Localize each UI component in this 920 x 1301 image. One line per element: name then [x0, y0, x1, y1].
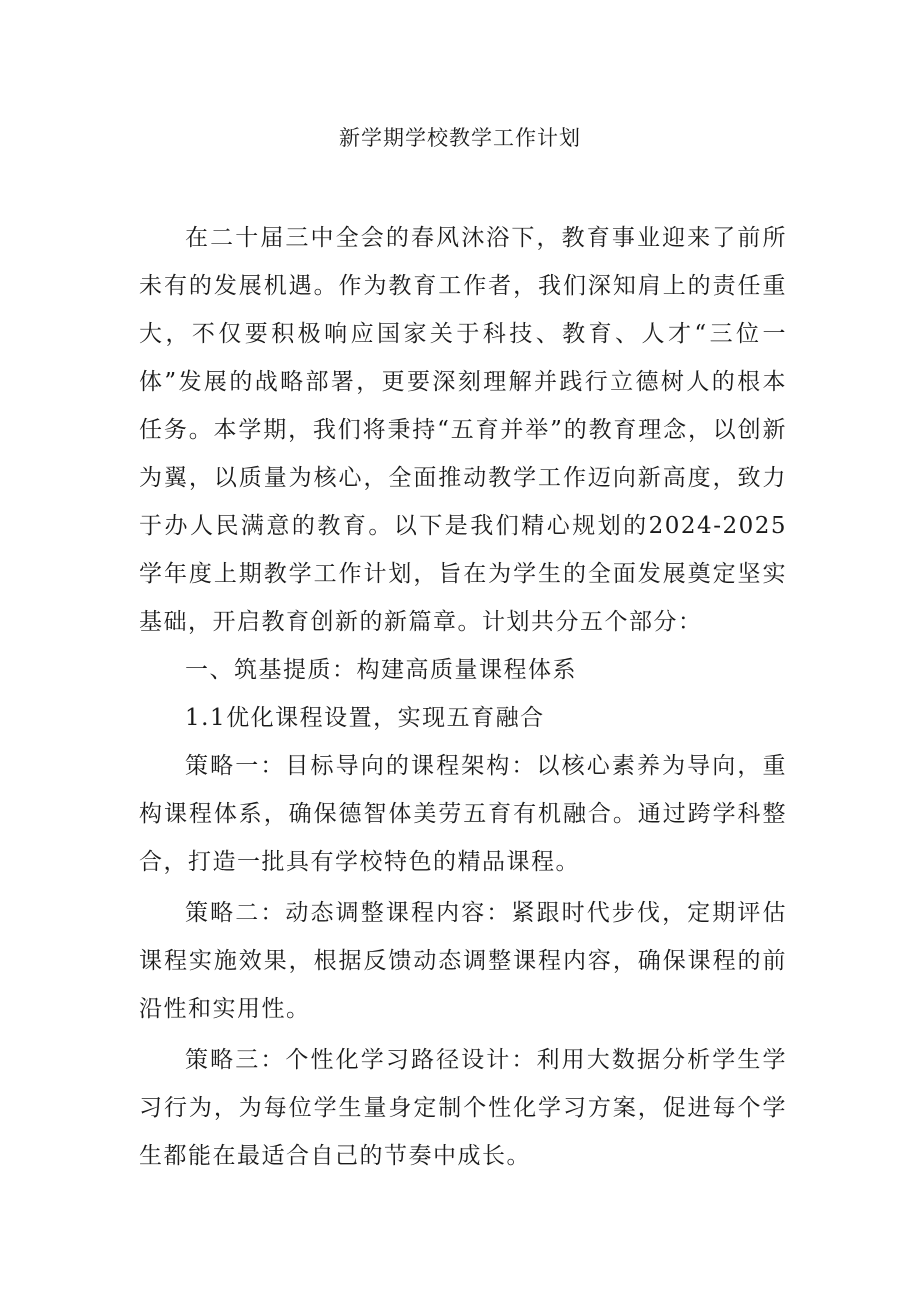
strategy-three-paragraph: 策略三：个性化学习路径设计：利用大数据分析学生学习行为，为每位学生量身定制个性化学习方案，促进每个学生都能在最适合自己的节奏中成长。	[139, 1047, 787, 1169]
strategy-two-paragraph: 策略二：动态调整课程内容：紧跟时代步伐，定期评估课程实施效果，根据反馈动态调整课程内容，确保课程的前沿性和实用性。	[139, 900, 787, 1022]
intro-paragraph: 在二十届三中全会的春风沐浴下，教育事业迎来了前所未有的发展机遇。作为教育工作者，我们深知肩上的责任重大，不仅要积极响应国家关于科技、教育、人才“三位一体”发展的战略部署，更要深刻理解并践行立德树人的根本任务。本学期，我们将秉持“五育并举”的教育理念，以创新为翼，以质量为核心，全面推动教学工作迈向新高度，致力于办人民满意的教育。以下是我们精心规划的2024-2025学年度上期教学工作计划，旨在为学生的全面发展奠定坚实基础，开启教育创新的新篇章。计划共分五个部分：	[139, 225, 787, 635]
subsection-heading: 1.1优化课程设置，实现五育融合	[185, 705, 545, 731]
strategy-one-paragraph: 策略一：目标导向的课程架构：以核心素养为导向，重构课程体系，确保德智体美劳五育有机融合。通过跨学科整合，打造一批具有学校特色的精品课程。	[139, 753, 787, 875]
document-title: 新学期学校教学工作计划	[339, 126, 581, 150]
section-heading: 一、筑基提质：构建高质量课程体系	[185, 657, 577, 683]
document-body	[139, 214, 787, 1180]
